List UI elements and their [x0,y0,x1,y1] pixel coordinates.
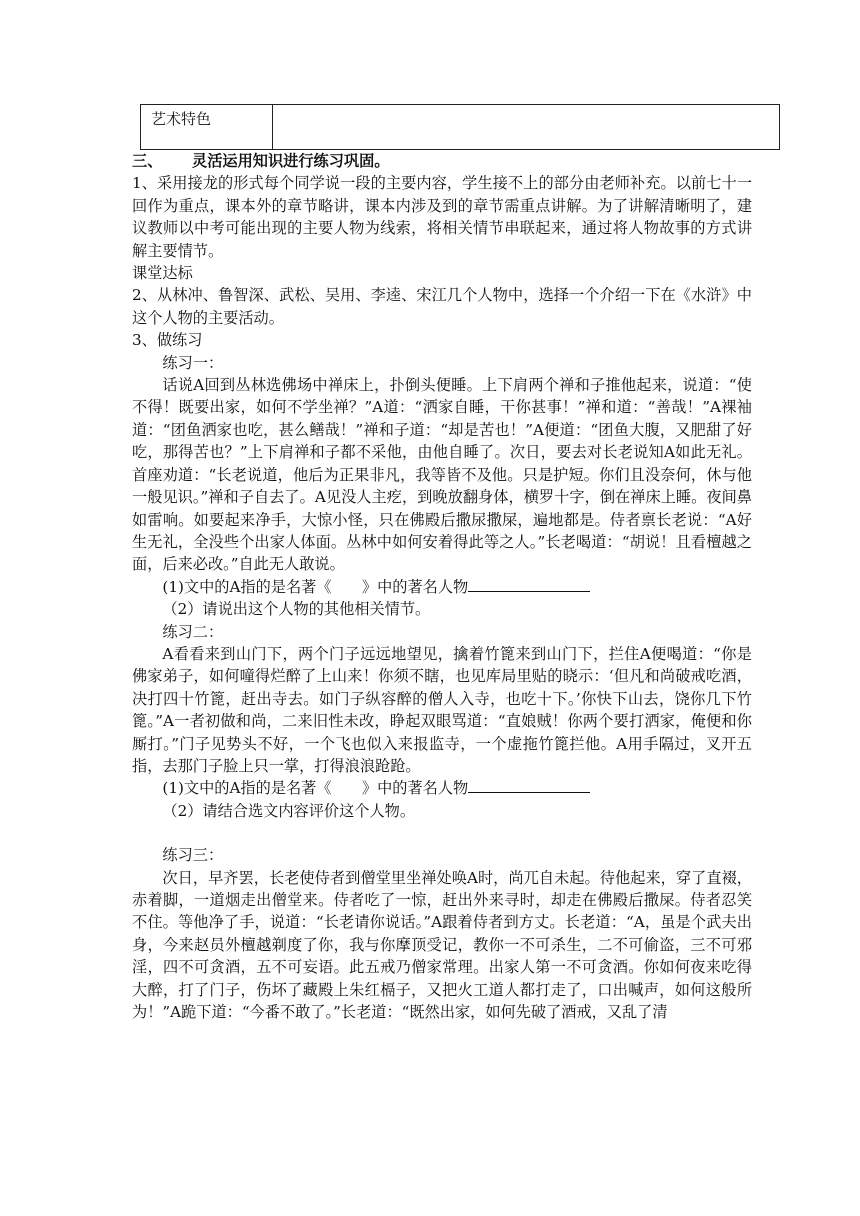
section-title: 灵活运用知识进行练习巩固。 [192,152,390,170]
exercise-1-question-1-text: (1)文中的A指的是名著《 》中的著名人物 [162,577,469,596]
class-goal-heading: 课堂达标 [132,264,193,283]
answer-blank [468,579,590,592]
exercise-1-passage: 话说A回到丛林选佛场中禅床上，扑倒头便睡。上下肩两个禅和子推他起来，说道：“使不得！既要出家，如何不学坐禅？”A道：“洒家自睡，干你甚事！”禅和道：“善哉！”A裸袖道：“团鱼洒家也吃，甚么鳝哉！”禅和子道：“却是苦也！”A便道：“团鱼大腹，又肥甜了好吃，那得苦也？”上下肩禅和子都不采他，由他自睡了。次日，要去对长老说知A如此无礼。首座劝道：“长老说道，他后为正果非凡，我等皆不及他。只是护短。你们且没奈何，休与他一般见识。”禅和子自去了。A见没人主疙，到晚放翻身体，横罗十字，倒在禅床上睡。夜间鼻如雷响。如要起来净手，大惊小怪，只在佛殿后撒尿撒屎，遍地都是。侍者禀长老说：“A好生无礼，全没些个出家人体面。丛林中如何安着得此等之人。”长老喝道：“胡说！且看檀越之面，后来必改。”自此无人敢说。 [132,376,752,574]
blank-line [132,822,752,844]
exercise-1-title: 练习一： [162,353,224,372]
section-number: 三、 [132,152,163,170]
exercise-2-title: 练习二： [162,622,224,641]
exercise-3-title: 练习三： [162,846,224,865]
exercise-2-passage: A看看来到山门下，两个门子远远地望见，擒着竹篦来到山门下，拦住A便喝道：“你是佛家弟子，如何噇得烂醉了上山来！你须不瞎，也见库局里贴的晓示：‘但凡和尚破戒吃酒，决打四十竹篦，赶出寺去。如门子纵容醉的僧人入寺，也吃十下。’你快下山去，饶你几下竹篦。”A一者初做和尚，二来旧性未改，睁起双眼骂道：“直娘贼！你两个要打洒家，俺便和你厮打。”门子见势头不好，一个飞也似入来报监寺，一个虚拖竹篦拦他。A用手隔过，叉开五指，去那门子脸上只一掌，打得浪浪跄跄。 [132,644,752,775]
exercise-2-question-1-text: (1)文中的A指的是名著《 》中的著名人物 [162,779,469,798]
item-2-paragraph: 2、从林冲、鲁智深、武松、吴用、李逵、宋江几个人物中，选择一个介绍一下在《水浒》中这个人物的主要活动。 [132,286,752,327]
section-heading [132,150,752,172]
exercise-1-question-2: （2）请说出这个人物的其他相关情节。 [162,600,431,619]
document-body [132,150,752,1023]
exercise-3-passage: 次日，早齐罢，长老使侍者到僧堂里坐禅处唤A时，尚兀自未起。待他起来，穿了直裰，赤着脚，一道烟走出僧堂来。侍者吃了一惊，赶出外来寻时，却走在佛殿后撒屎。侍者忍笑不住。等他净了手，说道：“长老请你说话。”A跟着侍者到方丈。长老道：“A，虽是个武夫出身，今来赵员外檀越剃度了你，我与你摩顶受记，教你一不可杀生，二不可偷盗，三不可邪淫，四不可贪酒，五不可妄语。此五戒乃僧家常理。出家人第一不可贪酒。你如何夜来吃得大醉，打了门子，伤坏了藏殿上朱红槅子，又把火工道人都打走了，口出喊声，如何这般所为！”A跪下道：“今番不敢了。”长老道：“既然出家，如何先破了酒戒，又乱了清 [132,868,752,1022]
item-1-paragraph: 1、采用接龙的形式每个同学说一段的主要内容，学生接不上的部分由老师补充。以前七十一回作为重点，课本外的章节略讲，课本内涉及到的章节需重点讲解。为了讲解清晰明了，建议教师以中考可能出现的主要人物为线索，将相关情节串联起来，通过将人物故事的方式讲解主要情节。 [132,174,752,260]
art-features-table [140,104,780,150]
exercise-2-question-2: （2）请结合选文内容评价这个人物。 [162,801,416,820]
art-features-value [273,105,779,149]
art-features-label: 艺术特色 [141,105,273,149]
item-3-heading: 3、做练习 [132,331,203,350]
exercise-2-question-1 [132,777,752,799]
exercise-1-question-1 [132,576,752,598]
answer-blank [468,780,590,793]
